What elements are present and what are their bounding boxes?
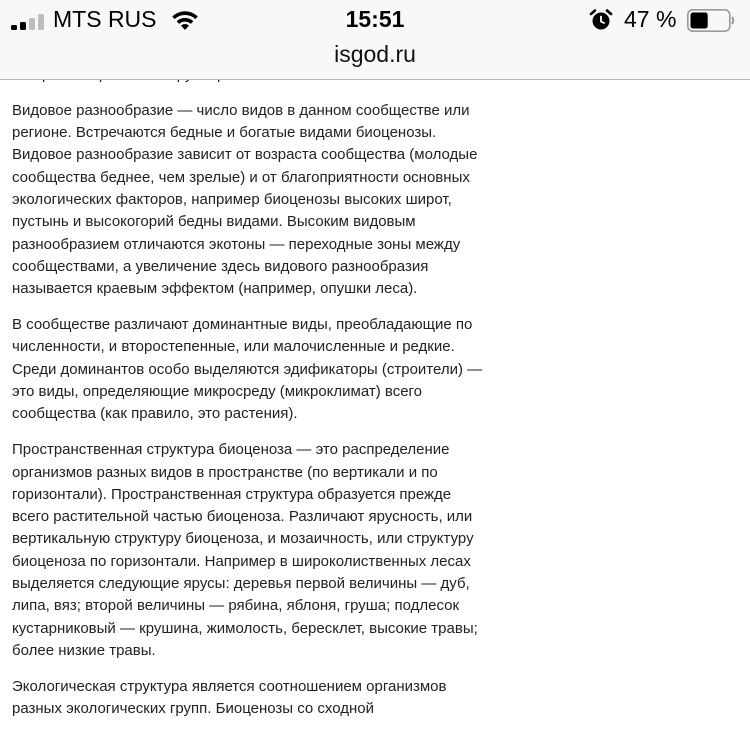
- article-paragraph: Экологическая структура является соотношением организмов разных экологических групп. Биоценозы со сходной: [12, 677, 447, 718]
- article-text: [12, 64, 490, 730]
- status-bar: [0, 0, 750, 40]
- battery-percent: 47 %: [624, 6, 677, 32]
- article-paragraph: Пространственная структура биоценоза — это распределение организмов разных видов в пространстве (по вертикали и по горизонтали). Пространственная структура образуется прежде всего растительной частью биоценоза. Различают ярусность, или вертикальную структуру биоценоза, и мозаичность, или структуру биоценоза по горизонтали. Например в широколиственных лесах выделяется следующие ярусы: деревья первой величины — дуб, липа, вяз; второй величины — рябина, яблоня, груша; подлесок кустарниковый — крушина, жимолость, бересклет, высокие травы; более низкие травы.: [12, 441, 478, 659]
- address-bar-url[interactable]: isgod.ru: [334, 41, 416, 67]
- article-paragraph: В сообществе различают доминантные виды, преобладающие по численности, и второстепенные, или малочисленные и редкие. Среди доминантов особо выделяются эдификаторы (строители) — это виды, определяющие микросреду (микроклимат) всего сообщества (как правило, это растения).: [12, 316, 483, 423]
- clock-time: 15:51: [345, 6, 405, 32]
- carrier-name: MTS RUS: [53, 6, 157, 32]
- article-paragraph: Видовое разнообразие — число видов в данном сообществе или регионе. Встречаются бедные и богатые видами биоценозы. Видовое разнообразие зависит от возраста сообщества (молодые сообщества беднее, чем зрелые) и от благоприятности основных экологических факторов, например биоценозы высоких широт, пустынь и высокогорий бедны видами. Высоким видовым разнообразием отличаются экотоны — переходные зоны между сообществами, а увеличение здесь видового разнообразия называется краевым эффектом (например, опушки леса).: [12, 101, 478, 298]
- alarm-icon: [589, 8, 613, 32]
- browser-chrome: [0, 0, 750, 80]
- battery-icon: [687, 9, 735, 32]
- battery-fill: [691, 13, 708, 29]
